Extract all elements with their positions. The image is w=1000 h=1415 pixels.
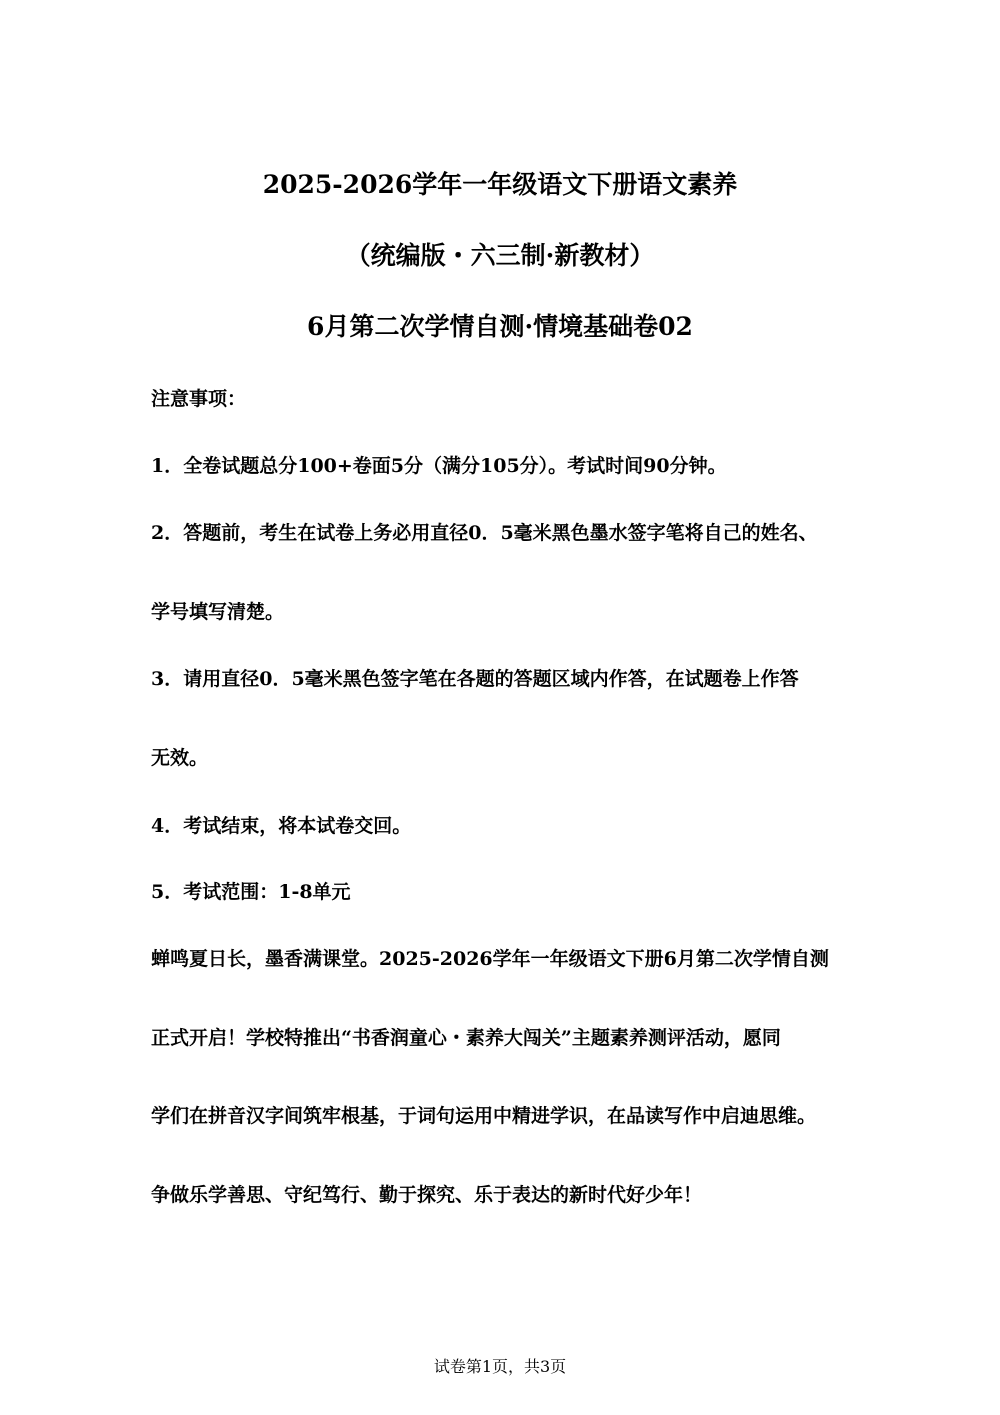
title-line-3: 6月第二次学情自测·情境基础卷02 xyxy=(307,312,693,341)
notice-item-2: 2．答题前，考生在试卷上务必用直径0．5毫米黑色墨水签字笔将自己的姓名、 xyxy=(151,522,818,544)
notice-item-3: 3．请用直径0．5毫米黑色签字笔在各题的答题区域内作答，在试题卷上作答 xyxy=(151,668,799,690)
notice-item-1: 1．全卷试题总分100+卷面5分（满分105分）。考试时间90分钟。 xyxy=(151,455,727,477)
notice-item-4: 4．考试结束，将本试卷交回。 xyxy=(151,815,412,837)
intro-line-1: 蝉鸣夏日长，墨香满课堂。2025-2026学年一年级语文下册6月第二次学情自测 xyxy=(151,948,829,970)
notice-item-3-cont: 无效。 xyxy=(151,747,209,769)
notice-item-2-cont: 学号填写清楚。 xyxy=(151,601,285,623)
title-line-2: （统编版・六三制·新教材） xyxy=(345,241,655,270)
notice-item-5: 5．考试范围：1-8单元 xyxy=(151,881,351,903)
page-footer: 试卷第1页，共3页 xyxy=(433,1357,567,1376)
intro-line-2: 正式开启！学校特推出“书香润童心・素养大闯关”主题素养测评活动，愿同 xyxy=(151,1027,781,1049)
notice-heading: 注意事项： xyxy=(151,388,247,410)
intro-line-4: 争做乐学善思、守纪笃行、勤于探究、乐于表达的新时代好少年！ xyxy=(151,1184,703,1206)
intro-line-3: 学们在拼音汉字间筑牢根基，于词句运用中精进学识，在品读写作中启迪思维。 xyxy=(151,1105,817,1127)
title-line-1: 2025-2026学年一年级语文下册语文素养 xyxy=(262,170,738,199)
